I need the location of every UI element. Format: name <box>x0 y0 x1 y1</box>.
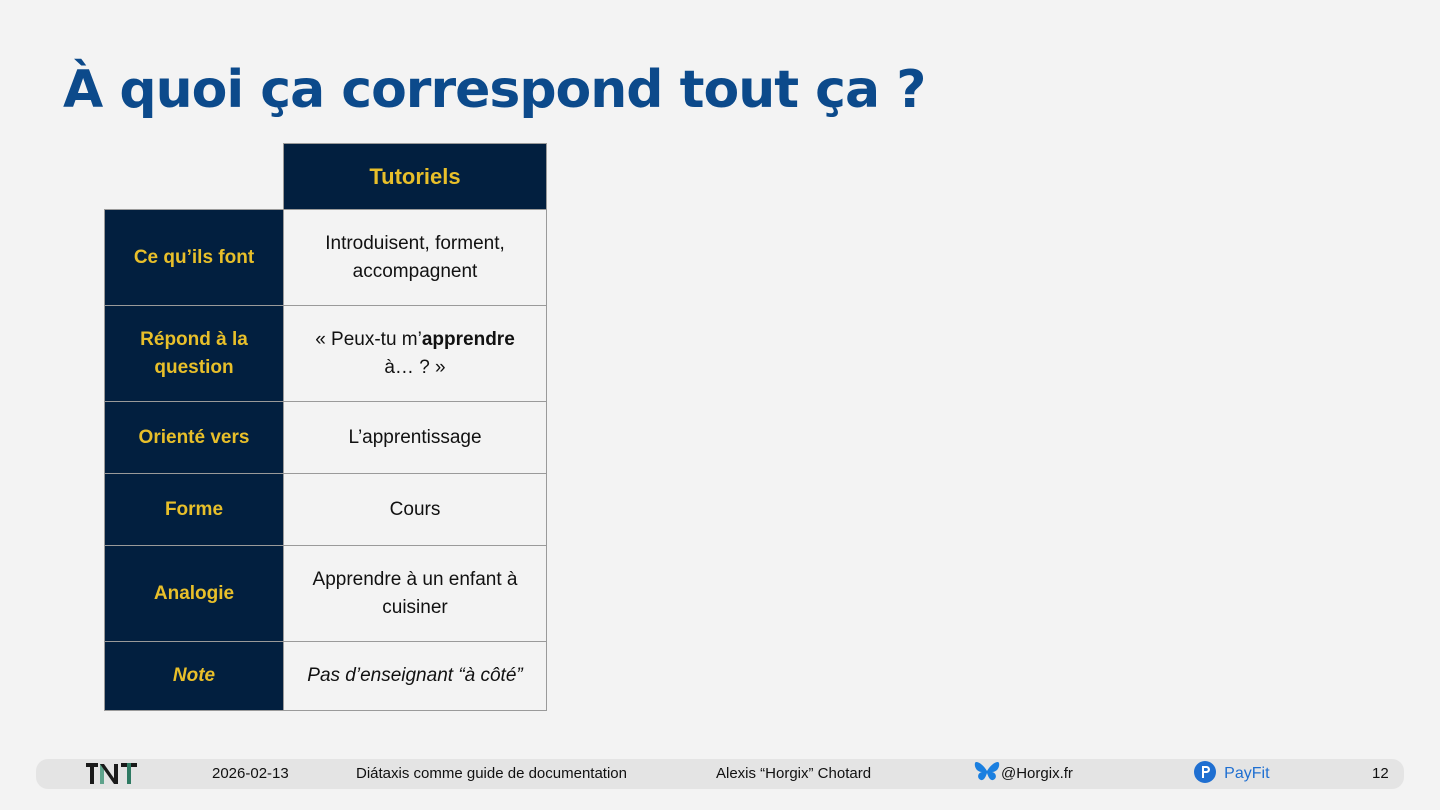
row-label: Répond à la question <box>104 305 284 402</box>
logo-text: TNT <box>84 759 86 760</box>
social-handle[interactable] <box>973 759 1073 789</box>
row-value: Apprendre à un enfant à cuisiner <box>283 545 547 642</box>
company-name: PayFit <box>1224 765 1270 782</box>
tnt-logo-icon <box>84 759 140 789</box>
company-logo <box>1194 759 1270 789</box>
footer-talk-title: Diátaxis comme guide de documentation <box>356 765 627 782</box>
row-label: Note <box>104 641 284 711</box>
footer-author: Alexis “Horgix” Chotard <box>716 765 872 782</box>
tnt-logo <box>84 759 140 789</box>
row-value: L’apprentissage <box>283 401 547 474</box>
page-number: 12 <box>1372 765 1389 782</box>
row-label: Ce qu’ils font <box>104 209 284 306</box>
row-value: Cours <box>283 473 547 546</box>
row-value <box>283 305 547 402</box>
payfit-logo-icon <box>1194 761 1216 783</box>
row-value: Pas d’enseignant “à côté” <box>283 641 547 711</box>
butterfly-icon <box>973 760 1001 784</box>
social-handle-text: @Horgix.fr <box>1001 765 1073 782</box>
row-label: Orienté vers <box>104 401 284 474</box>
row-value: Introduisent, forment, accompagnent <box>283 209 547 306</box>
value-bold: apprendre <box>421 328 515 350</box>
column-header-tutoriels: Tutoriels <box>283 143 547 210</box>
row-label: Analogie <box>104 545 284 642</box>
value-suffix: à… ? » <box>384 356 446 378</box>
slide-footer <box>36 759 1404 789</box>
value-prefix: « Peux-tu m’ <box>315 328 422 350</box>
footer-date: 2026-02-13 <box>212 765 289 782</box>
slide-title: À quoi ça correspond tout ça ? <box>63 60 926 120</box>
row-label: Forme <box>104 473 284 546</box>
